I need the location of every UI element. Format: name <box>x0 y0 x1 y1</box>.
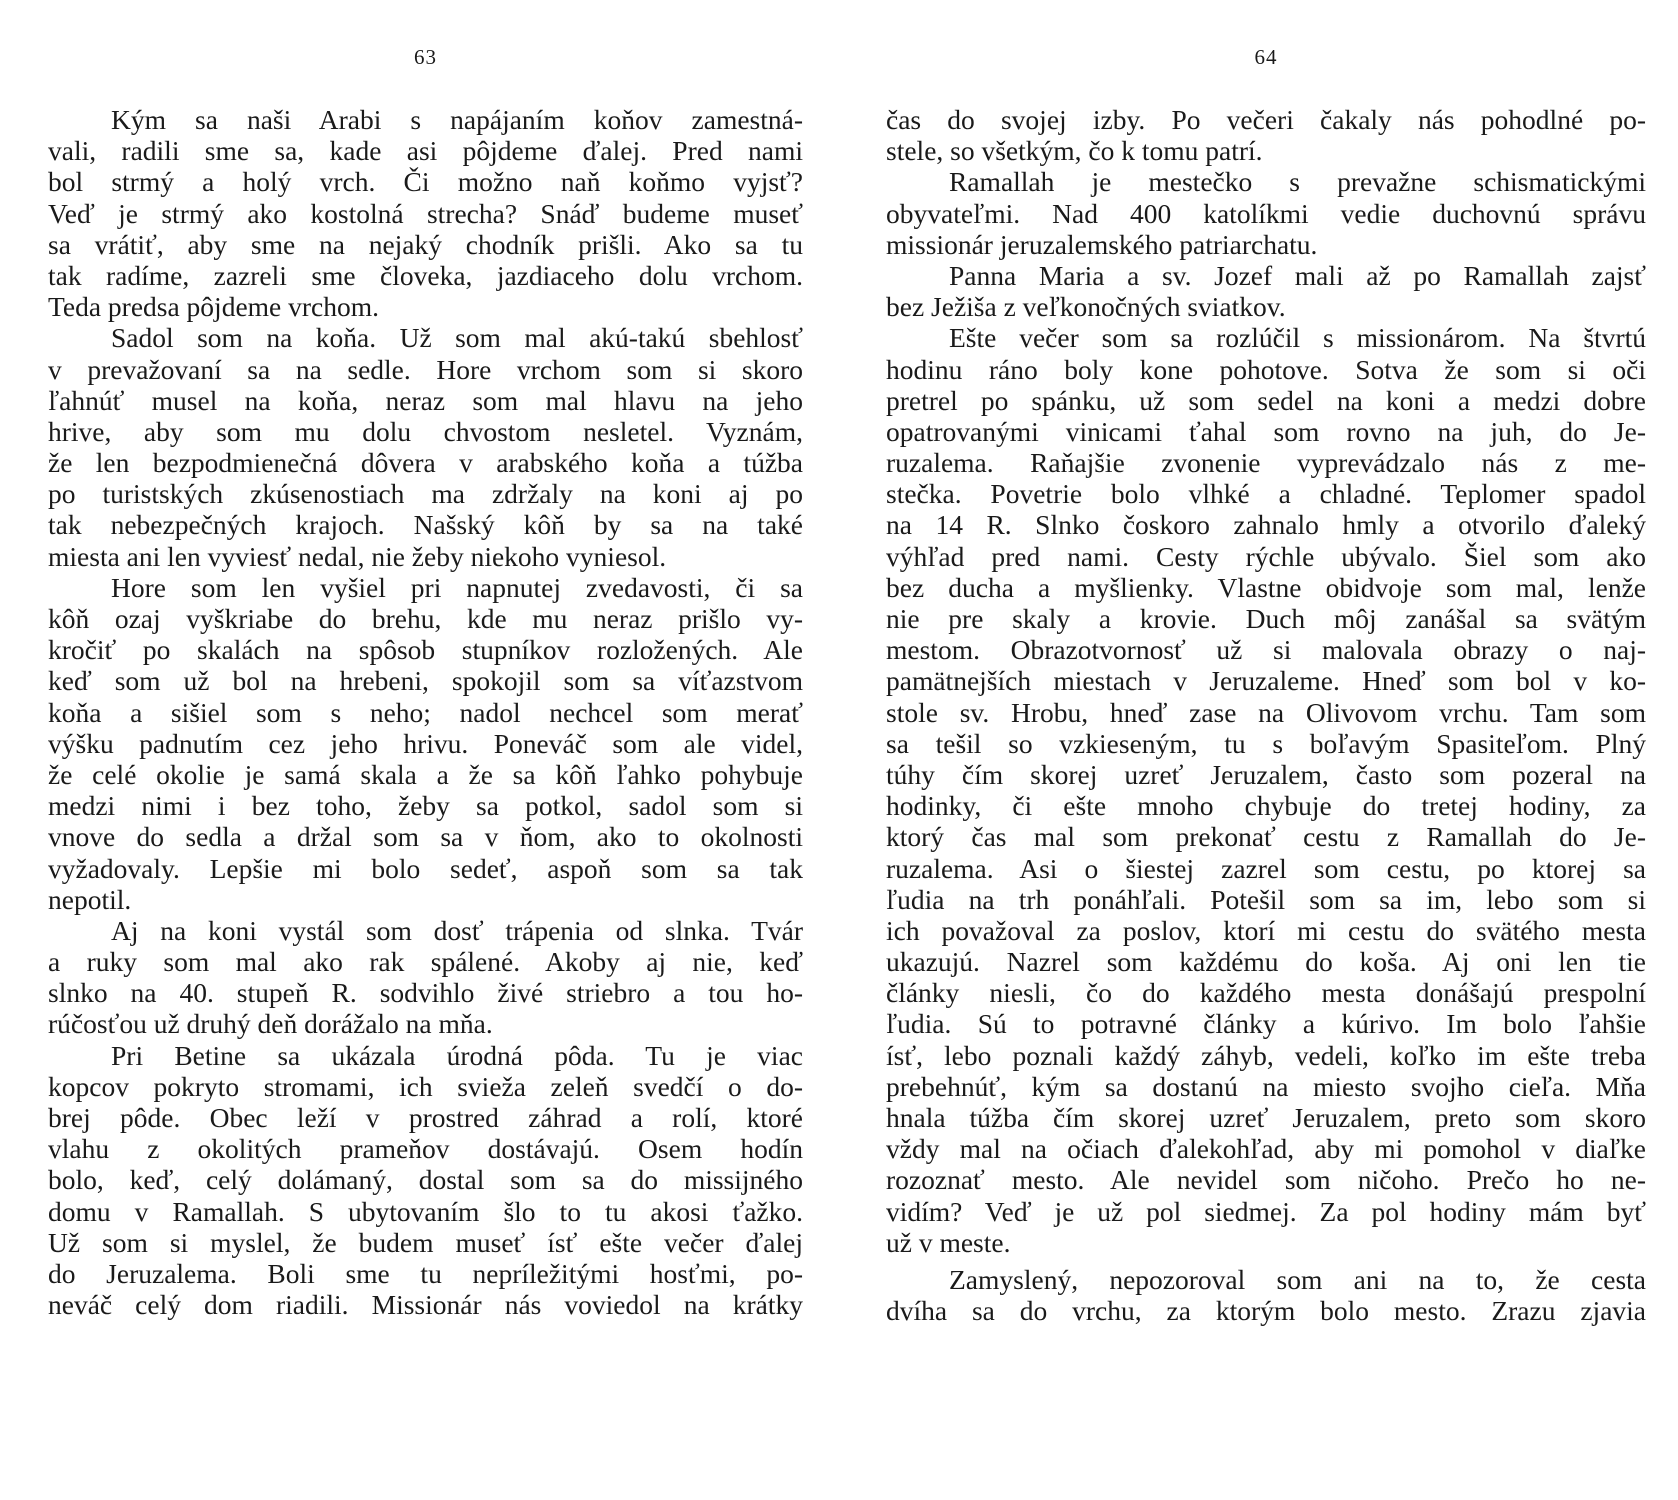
text-line: vnove do sedla a držal som sa v ňom, ako to okolnosti <box>48 821 803 853</box>
text-line: nepotil. <box>48 883 132 915</box>
text-line: domu v Ramallah. S ubytovaním šlo to tu akosi ťažko. <box>48 1195 803 1227</box>
text-line: rozoznať mesto. Ale nevidel som ničoho. Prečo ho ne- <box>886 1164 1646 1196</box>
text-line: v prevažovaní sa na sedle. Hore vrchom som si skoro <box>48 353 803 385</box>
text-line: nie pre skaly a krovie. Duch môj zanášal sa svätým <box>886 603 1646 634</box>
right-page-text <box>886 104 1646 1326</box>
text-line: ľudia. Sú to potravné články a kúrivo. Im bolo ľahšie <box>886 1008 1646 1040</box>
text-line: stečka. Povetrie bolo vlhké a chladné. Teplomer spadol <box>886 478 1646 510</box>
text-line: Pri Betine sa ukázala úrodná pôda. Tu je viac <box>111 1039 803 1071</box>
text-line: ukazujú. Nazrel som každému do koša. Aj oni len tie <box>886 946 1646 978</box>
text-line: a ruky som mal ako rak spálené. Akoby aj nie, keď <box>48 946 803 978</box>
text-line: stele, so všetkým, čo k tomu patrí. <box>886 135 1263 167</box>
text-line: obyvateľmi. Nad 400 katolíkmi vedie duchovnú správu <box>886 197 1646 229</box>
text-line: pretrel po spánku, už som sedel na koni a medzi dobre <box>886 384 1646 416</box>
text-line: že celé okolie je samá skala a že sa kôň ľahko pohybuje <box>48 758 803 790</box>
text-line: hrive, aby som mu dolu chvostom nesletel. Vyznám, <box>48 415 803 447</box>
text-line: články niesli, čo do každého mesta donášajú prespolní <box>886 977 1646 1009</box>
text-line: do Jeruzalema. Boli sme tu nepríležitými hosťmi, po- <box>48 1257 803 1289</box>
right-page <box>886 0 1646 1500</box>
text-line: Kým sa naši Arabi s napájaním koňov zamestná- <box>111 104 803 135</box>
text-line: Už som si myslel, že budem museť ísť ešte večer ďalej <box>48 1226 803 1258</box>
text-line: bol strmý a holý vrch. Či možno naň koňmo vyjsť? <box>48 166 803 198</box>
text-line: kročiť po skalách na spôsob stupníkov rozložených. Ale <box>48 634 803 666</box>
text-line: Veď je strmý ako kostolná strecha? Snáď budeme museť <box>48 197 803 229</box>
text-line: ktorý čas mal som prekonať cestu z Ramallah do Je- <box>886 821 1646 853</box>
text-line: ruzalema. Raňajšie zvonenie vyprevádzalo nás z me- <box>886 447 1646 479</box>
text-line: vlahu z okolitých prameňov dostávajú. Osem hodín <box>48 1133 803 1165</box>
text-line: mestom. Obrazotvornosť už si malovala obrazy o naj- <box>886 634 1646 666</box>
text-line: sa tešil so vzkieseným, tu s boľavým Spasiteľom. Plný <box>886 727 1646 759</box>
text-line: na 14 R. Slnko čoskoro zahnalo hmly a otvorilo ďaleký <box>886 509 1646 541</box>
left-page <box>48 0 803 1500</box>
text-line: Panna Maria a sv. Jozef mali až po Ramallah zajsť <box>949 259 1646 291</box>
text-line: medzi nimi i bez toho, žeby sa potkol, sadol som si <box>48 790 803 822</box>
text-line: že len bezpodmienečná dôvera v arabského koňa a túžba <box>48 447 803 479</box>
text-line: keď som už bol na hrebeni, spokojil som sa víťazstvom <box>48 665 803 697</box>
text-line: Zamyslený, nepozoroval som ani na to, že cesta <box>949 1263 1646 1295</box>
text-line: vidím? Veď je už pol siedmej. Za pol hodiny mám byť <box>886 1195 1646 1227</box>
text-line: už v meste. <box>886 1226 1011 1258</box>
left-page-text <box>48 104 803 1320</box>
page-number-left: 63 <box>414 45 437 69</box>
text-line: rúčosťou už druhý deň dorážalo na mňa. <box>48 1008 493 1040</box>
text-line: kôň ozaj vyškriabe do brehu, kde mu neraz prišlo vy- <box>48 603 803 634</box>
text-line: stole sv. Hrobu, hneď zase na Olivovom vrchu. Tam som <box>886 696 1646 728</box>
text-line: Teda predsa pôjdeme vrchom. <box>48 291 380 323</box>
text-line: Aj na koni vystál som dosť trápenia od slnka. Tvár <box>111 914 803 946</box>
text-line: hnala túžba čím skorej uzreť Jeruzalem, preto som skoro <box>886 1102 1646 1133</box>
text-line: hodinky, či ešte mnoho chybuje do tretej hodiny, za <box>886 790 1646 822</box>
page-number-right: 64 <box>1254 45 1278 69</box>
text-line: vždy mal na očiach ďalekohľad, aby mi pomohol v diaľke <box>886 1133 1646 1165</box>
text-line: výšku padnutím cez jeho hrivu. Poneváč som ale videl, <box>48 727 803 759</box>
text-line: ísť, lebo poznali každý záhyb, vedeli, koľko im ešte treba <box>886 1039 1646 1071</box>
text-line: Hore som len vyšiel pri napnutej zvedavosti, či sa <box>111 571 803 603</box>
text-line: vali, radili sme sa, kade asi pôjdeme ďalej. Pred nami <box>48 135 803 167</box>
text-line: bez ducha a myšlienky. Vlastne obidvoje som mal, lenže <box>886 571 1646 603</box>
text-line: po turistských zkúsenostiach ma zdržaly na koni aj po <box>48 478 803 510</box>
text-line: miesta ani len vyviesť nedal, nie žeby niekoho vyniesol. <box>48 540 667 572</box>
text-line: bez Ježiša z veľkonočných sviatkov. <box>886 291 1286 323</box>
text-line: pamätnejších miestach v Jeruzaleme. Hneď som bol v ko- <box>886 665 1646 697</box>
text-line: missionár jeruzalemského patriarchatu. <box>886 228 1318 260</box>
text-line: ľahnúť musel na koňa, neraz som mal hlavu na jeho <box>48 384 803 416</box>
text-line: hodinu ráno boly kone pohotove. Sotva že som si oči <box>886 353 1646 385</box>
text-line: dvíha sa do vrchu, za ktorým bolo mesto. Zrazu zjavia <box>886 1295 1646 1327</box>
text-line: neváč celý dom riadili. Missionár nás voviedol na krátky <box>48 1289 803 1321</box>
text-line: Ešte večer som sa rozlúčil s missionárom. Na štvrtú <box>949 322 1646 354</box>
text-line: čas do svojej izby. Po večeri čakaly nás pohodlné po- <box>886 104 1646 135</box>
text-line: tak nebezpečných krajoch. Našský kôň by sa na také <box>48 509 803 541</box>
text-line: brej pôde. Obec leží v prostred záhrad a rolí, ktoré <box>48 1102 803 1133</box>
text-line: Ramallah je mestečko s prevažne schismatickými <box>949 166 1646 198</box>
text-line: koňa a sišiel som s neho; nadol nechcel som merať <box>48 696 803 728</box>
text-line: vyžadovaly. Lepšie mi bolo sedeť, aspoň som sa tak <box>48 852 803 884</box>
text-line: sa vrátiť, aby sme na nejaký chodník prišli. Ako sa tu <box>48 228 803 260</box>
text-line: výhľad pred nami. Cesty rýchle ubývalo. Šiel som ako <box>886 540 1646 572</box>
text-line: Sadol som na koňa. Už som mal akú-takú sbehlosť <box>111 322 803 354</box>
text-line: slnko na 40. stupeň R. sodvihlo živé striebro a tou ho- <box>48 977 803 1009</box>
text-line: bolo, keď, celý dolámaný, dostal som sa do missijného <box>48 1164 803 1196</box>
text-line: kopcov pokryto stromami, ich svieža zeleň svedčí o do- <box>48 1070 803 1102</box>
text-line: tak radíme, zazreli sme človeka, jazdiaceho dolu vrchom. <box>48 259 803 291</box>
text-line: túhy čím skorej uzreť Jeruzalem, často som pozeral na <box>886 758 1646 790</box>
text-line: ľudia na trh ponáhľali. Potešil som sa im, lebo som si <box>886 883 1646 915</box>
text-line: prebehnúť, kým sa dostanú na miesto svojho cieľa. Mňa <box>886 1070 1646 1102</box>
text-line: ruzalema. Asi o šiestej zazrel som cestu, po ktorej sa <box>886 852 1646 884</box>
text-line: opatrovanými vinicami ťahal som rovno na juh, do Je- <box>886 415 1646 447</box>
text-line: ich považoval za poslov, ktorí mi cestu do svätého mesta <box>886 914 1646 946</box>
